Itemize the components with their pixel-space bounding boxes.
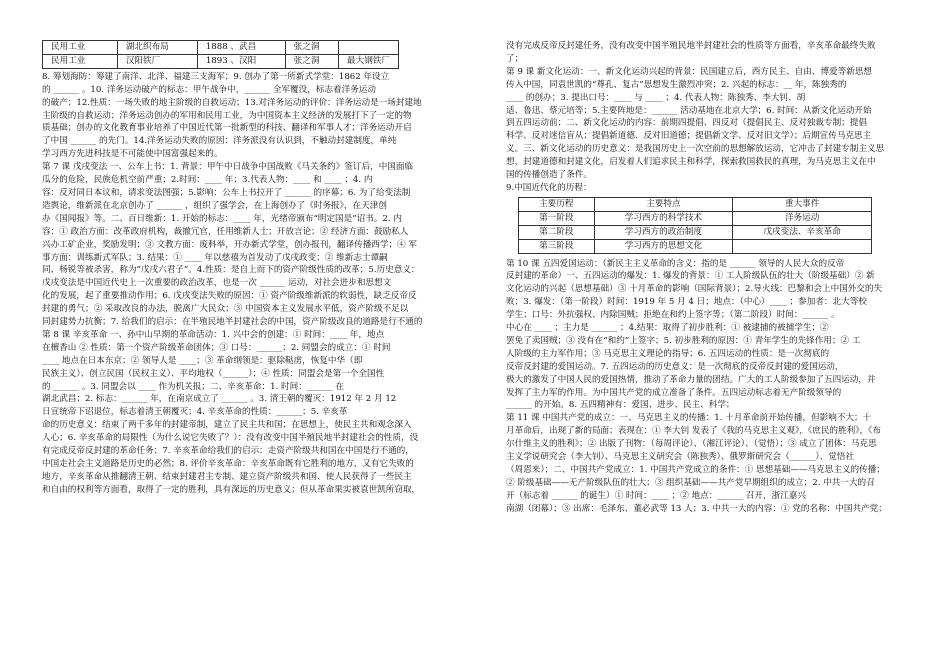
text-line: 主义学说研究会（李大钊）、马克思主义研究会（陈独秀）、俄罗斯研究会（______）、觉悟社 xyxy=(506,452,855,463)
text-line: 科学、反对迷信盲从；提倡新道德、反对旧道德；提倡新文学、反对旧文学）；后期宣传马克思主 xyxy=(506,131,872,142)
text-line: 南湖（闭幕）；③ 出席：毛泽东、董必武等 13 人；3. 中共一大的内容：① 党的名称：中国共产党； xyxy=(506,503,887,514)
text-line: 反封建的革命）一、五四运动的爆发：1. 爆发的背景：① 工人阶级队伍的壮大（阶级基础）② 新 xyxy=(506,271,875,282)
text-line: 命的历史意义：结束了两千多年的封建帝制，建立了民主共和国；在思想上，使民主共和观念深入 xyxy=(42,420,412,431)
text-line: 学生；口号：外抗强权、内除国贼；拒绝在和约上签字等；（第二阶段）时间：______ 。 xyxy=(506,310,840,321)
text-line: 的 ______ 。10. 洋务运动破产的标志：甲午战争中，______ 全军覆没，标志着洋务运动 xyxy=(42,84,376,95)
table-cell: 最大钢铁厂 xyxy=(339,54,399,68)
left-column xyxy=(42,40,462,497)
table-row xyxy=(519,239,872,253)
table-cell: 主要特点 xyxy=(594,197,733,211)
text-line: ____ 地点在日本东京；② 领导人是 ____；③ 革命纲领是：驱除鞑虏，恢复中华（即 xyxy=(42,355,363,366)
text-line: 文化运动的兴起（思想基础）③ 十月革命的影响（国际背景）；2.导火线：巴黎和会上中国外交的失 xyxy=(506,284,883,295)
text-line: 容：① 政治方面：改革政府机构，裁撤冗官，任用维新人士；开放言论；② 经济方面：鼓励私人 xyxy=(42,226,409,237)
table-cell: 张之洞 xyxy=(285,41,338,55)
table-cell: 第三阶段 xyxy=(519,239,595,253)
text-line: 9.中国近代化的历程： xyxy=(506,182,592,193)
left-text xyxy=(42,71,462,497)
text-line: 容：反对同日本议和，请求变法图强；5.影响：公车上书拉开了 ______ 的序幕；6. 为了给变法制 xyxy=(42,187,411,198)
table-cell xyxy=(339,41,399,55)
table-cell: 学习西方的政治制度 xyxy=(594,225,733,239)
enterprise-table xyxy=(42,40,399,69)
text-line: 的 ______ 。3. 同盟会以 ____ 作为机关报；二、辛亥革命：1. 时间：______ 在 xyxy=(42,381,344,392)
text-line: 和自由的权利等方面看，取得了一定的胜利，具有深远的历史意义；但从革命果实被袁世凯所窃取， xyxy=(42,484,421,495)
text-line: 发挥了主力军的作用。为中国共产党的成立准备了条件。五四运动标志着无产阶级领导的 xyxy=(506,387,842,398)
text-line: 质基础；创办的文化教育事业培养了中国近代第一批新型的科技、翻译和军事人才；洋务运动开启 xyxy=(42,123,412,134)
text-line: 民族主义）、创立民国（民权主义）、平均地权（______）；④ 性质：同盟会是第一个全国性 xyxy=(42,368,385,379)
text-line: 尔什维主义的胜利》；② 出版了刊物：（每周评论）、（湘江评论）、（觉悟）；③ 成立了团体：马克思 xyxy=(506,439,877,450)
text-line: 败；3. 爆发：（第一阶段）时间：1919 年 5 月 4 日；地点：（中心）____ ；参加者：北大等校 xyxy=(506,297,867,308)
text-line: 事方面：训练新式军队；3. 结果：① ____ 年以慈禧为首发动了戊戌政变；② 维新志士谭嗣 xyxy=(42,252,388,263)
table-row xyxy=(519,225,872,239)
table-cell: 洋务运动 xyxy=(733,211,872,225)
table-row xyxy=(519,211,872,225)
table-cell: 主要历程 xyxy=(519,197,595,211)
text-line: 封建的勇气；② 采取改良的办法，脱离广大民众；③ 中国资本主义发展水平低，资产阶级不足以 xyxy=(42,304,409,315)
text-line: 义。三、新文化运动的历史意义：是我国历史上一次空前的思想解放运动，它冲击了封建专制主义思 xyxy=(506,144,885,155)
table-cell: 民用工业 xyxy=(43,54,118,68)
text-line: 到五四运动前；二、新文化运动的内容：前期四提倡、四反对（提倡民主、反对独裁专制；提倡 xyxy=(506,118,867,129)
text-line: 同封建势力抗衡；7. 给我们的启示：在半殖民地半封建社会的中国，资产阶级改良的道路是行不通的 xyxy=(42,317,423,328)
table-cell: 戊戌变法、辛亥革命 xyxy=(733,225,872,239)
text-line: 学习西方先进科技是不可能使中国富强起来的。 xyxy=(42,149,223,160)
table-cell: 民用工业 xyxy=(43,41,118,55)
text-line: 主阶级的自救运动；洋务运动创办的军用和民用工业，为中国资本主义经济的发展打下了一定的物 xyxy=(42,110,412,121)
text-line: 8. 筹划海防：筹建了南洋、北洋、福建三支海军；9. 创办了第一所新式学堂：1862 年设立 xyxy=(42,71,390,82)
text-line: 中国走社会主义道路是历史的必然；8. 评价辛亥革命：辛亥革命既有它胜利的地方，又有它失败的 xyxy=(42,459,414,469)
table-cell: 张之洞 xyxy=(285,54,338,68)
text-line: 适、鲁迅、蔡元培等；5.主要阵地是：______ 活动基地在北京大学；6. 时间：从新文化运动开始 xyxy=(506,105,872,116)
text-line: 罢免了卖国贼；③ 没有在“和约”上签字；5. 初步胜利的原因：① 青年学生的先锋作用；② 工 xyxy=(506,335,861,346)
text-line: 第 11 课 中国共产党的成立：一、马克思主义的传播：1. 十月革命前开始传播，但影响不大；十 xyxy=(506,413,872,424)
text-line: 月革命后，出现了新的局面；表现在：① 李大钊 发表了《我的马克思主义观》，《庶民的胜利》，《布 xyxy=(506,426,881,437)
table-cell: 第二阶段 xyxy=(519,225,595,239)
text-line: 戊戌变法是中国近代史上一次重要的政治改革，也是一次 ______ 运动，对社会进步和思想文 xyxy=(42,278,392,289)
table-row xyxy=(43,41,399,55)
text-line: 没有完成反帝反封建任务，没有改变中国半殖民地半封建社会的性质等方面看，辛亥革命最终失败 xyxy=(506,41,876,51)
text-line: 在檀香山 ② 性质：第一个资产阶级革命团体；③ 口号：______；2. 同盟会的成立：① 时间 xyxy=(42,342,391,353)
text-line: 传入中国，同袁世凯的“尊孔、复古”思想发生激烈冲突；2. 兴起的标志：__ 年，陈独秀的 xyxy=(506,79,847,90)
table-cell: 1893 、汉阳 xyxy=(197,54,285,68)
text-line: 第 9 课 新文化运动：一、新文化运动兴起的背景：民国建立后，西方民主、自由、博爱等新思想 xyxy=(506,66,873,77)
text-line: 国的传播创造了条件。 xyxy=(506,170,592,181)
text-line: 反帝反封建的爱国运动。7. 五四运动的历史意义：是一次彻底的反帝反封建的爱国运动， xyxy=(506,361,844,372)
text-line: 人阶级的主力军作用；③ 马克思主义理论的指导；6. 五四运动的性质：是一次彻底的 xyxy=(506,348,830,359)
text-line: 同、杨锐等被杀害，称为“戊戌六君子”。4.性质：是自上而下的资产阶级性质的改革；5.历史意义： xyxy=(42,265,420,276)
text-line: 第 8 课 辛亥革命 一、孙中山早期的革命活动：1. 兴中会的创建：① 时间：____ 年，地点 xyxy=(42,329,385,340)
right-column xyxy=(506,40,924,516)
table-cell: 湖北织布局 xyxy=(117,41,197,55)
text-line: 了中国 ______ 的先门。14.洋务运动失败的原因：洋务派没有认识到，不触动封建制度，单纯 xyxy=(42,136,397,147)
text-line: ____ 的创办；3. 提出口号：____ 与 ____ ；4. 代表人物：陈独秀、李大钊、胡 xyxy=(506,92,806,103)
right-text-top xyxy=(506,40,924,195)
table-cell: 重大事件 xyxy=(733,197,872,211)
text-line: 办《国闻报》等。二、百日维新：1. 开始的标志：____ 年，光绪帝颁布“明定国是”诏书。2. 内 xyxy=(42,213,402,224)
right-text-bottom xyxy=(506,258,924,516)
table-cell: 第一阶段 xyxy=(519,211,595,225)
text-line: 想，封建道德和封建文化，启发着人们追求民主和科学，探索救国救民的真理，为马克思主义在中 xyxy=(506,157,876,168)
text-line: 造舆论，维新派在北京创办了 ______ ，组织了强学会，在上海创办了《时务报》，在天津创 xyxy=(42,200,387,211)
table-cell: 学习西方的科学技术 xyxy=(594,211,733,225)
table-cell xyxy=(733,239,872,253)
table-cell: 1888 、武昌 xyxy=(197,41,285,55)
text-line: 地方，辛亥革命从推翻清王朝、结束封建君主专制、建立资产阶级共和国、使人民获得了一些民主 xyxy=(42,471,412,482)
text-line: 了； xyxy=(506,53,524,64)
text-line: 极大的激发了中国人民的爱国热情，推动了革命力量的团结。广大的工人阶级参加了五四运动，并 xyxy=(506,374,876,385)
text-line: 第 10 课 五四爱国运动：（新民主主义革命的含义：指的是 ______ 领导的人民大众的反帝 xyxy=(506,258,845,269)
text-line: 开（标志着 ______ 的诞生）① 时间：____ ；② 地点：______ 召开，浙江嘉兴 xyxy=(506,490,806,501)
text-line: ② 阶级基础——无产阶级队伍的壮大；③ 组织基础——共产党早期组织的成立；2. 中共一大的召 xyxy=(506,477,875,488)
table-row xyxy=(519,197,872,211)
text-line: 有完成反帝反封建的革命任务；7. 辛亥革命给我们的启示：走资产阶级共和国在中国是行不通的， xyxy=(42,446,414,457)
table-cell: 学习西方的思想文化 xyxy=(594,239,733,253)
text-line: 人心；6. 辛亥革命的局限性（为什么说它失败了？）：没有改变中国半殖民地半封建社会的性质，没 xyxy=(42,433,419,444)
text-line: 第 7 课 戊戌变法 一、公车上书：1. 背景：甲午中日战争中国战败《马关条约》签订后，中国面临 xyxy=(42,162,414,173)
text-line: 化的发展，起了重要推动作用；6. 戊戌变法失败的原因：① 资产阶级维新派的软弱性，缺乏反帝反 xyxy=(42,291,417,302)
modernization-table xyxy=(518,197,872,254)
table-cell: 汉阳铁厂 xyxy=(117,54,197,68)
text-line: （周恩来）；二、中国共产党成立：1. 中国共产党成立的条件：① 思想基础——马克思主义的传播； xyxy=(506,465,885,475)
text-line: 中心在 ____ ；主力是 ______ ；4.结果：取得了初步胜利：① 被逮捕的被捕学生；② xyxy=(506,323,829,334)
text-line: 兴办工矿企业，奖励发明；③ 文教方面：废科举，开办新式学堂，创办报刊，翻译传播西学；④ 军 xyxy=(42,239,417,250)
text-line: 的破产；12.性质：一场失败的地主阶级的自救运动；13.对洋务运动的评价：洋务运动是一场封建地 xyxy=(42,97,422,108)
text-line: 日宣统帝下诏退位，标志着清王朝覆灭；4. 辛亥革命的性质：______；5. 辛亥革 xyxy=(42,407,348,418)
text-line: 瓜分的危险，民族危机空前严重；2.时间：____ 年；3.代表人物：____ 和 ____ ；4. 内 xyxy=(42,175,373,186)
text-line: 湖北武昌；2. 标志：______ 年，在南京成立了 ______ 。3. 清王朝的覆灭：1912 年 2 月 12 xyxy=(42,394,397,405)
table-row xyxy=(43,54,399,68)
text-line: ______ 的开始。8. 五四精神有：爱国、进步、民主、科学； xyxy=(506,400,735,411)
